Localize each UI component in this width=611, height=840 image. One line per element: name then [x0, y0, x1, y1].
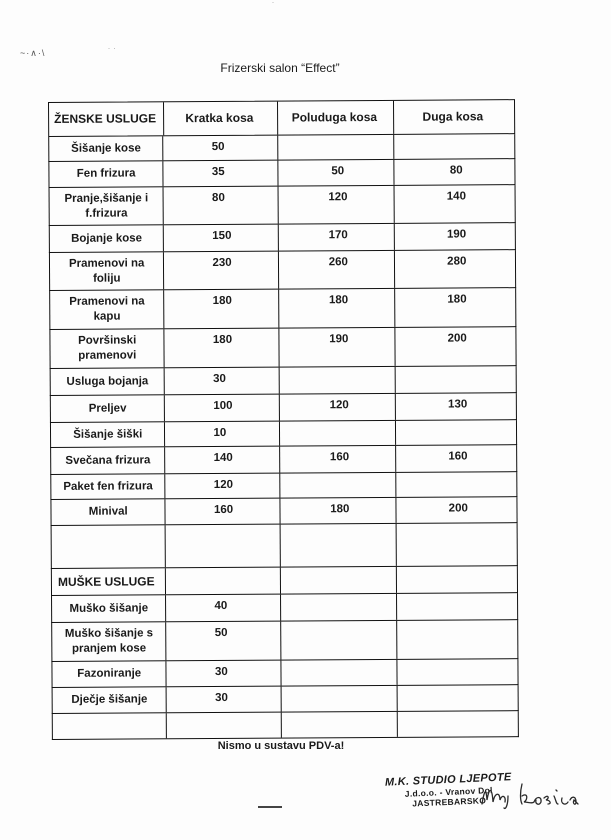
- short-hair-price-cell: 180: [165, 290, 280, 329]
- medium-hair-price-cell: 120: [280, 394, 396, 421]
- medium-hair-price-cell: [282, 660, 398, 686]
- blank-row: [52, 711, 519, 740]
- long-hair-price-cell: [396, 523, 517, 566]
- long-hair-price-cell: [397, 620, 518, 659]
- document-title: Frizerski salon “Effect”: [220, 61, 340, 75]
- table-row: [49, 250, 516, 291]
- service-name-cell: Šišanje kose: [49, 136, 164, 161]
- long-hair-price-cell: [396, 566, 517, 593]
- handwritten-signature: [478, 778, 588, 812]
- vat-note: Nismo u sustavu PDV-a!: [217, 740, 345, 752]
- scan-dash: [258, 806, 282, 808]
- table-row: [51, 659, 518, 688]
- service-name-cell: Dječje šišanje: [53, 687, 168, 713]
- service-name-cell: [53, 713, 168, 739]
- service-name-cell: Fazoniranje: [52, 661, 167, 687]
- long-hair-price-cell: [395, 366, 516, 393]
- table-row: [49, 185, 516, 226]
- table-row: [48, 159, 515, 188]
- table-row: [50, 472, 517, 500]
- table-row: [50, 366, 517, 396]
- service-name-cell: Muško šišanje s pranjem kose: [52, 622, 167, 661]
- table-header-row: [48, 99, 515, 137]
- long-hair-price-cell: 190: [446, 228, 467, 241]
- service-name-cell: Pramenovi na foliju: [50, 252, 165, 290]
- short-hair-price-cell: [166, 525, 281, 568]
- short-hair-price-cell: 120: [166, 474, 281, 499]
- medium-hair-price-cell: [280, 367, 396, 394]
- short-hair-price-cell: 160: [166, 499, 281, 525]
- stamp-line-company: M.K. STUDIO LJEPOTE: [384, 771, 512, 789]
- scan-speck: · ·: [108, 46, 117, 52]
- medium-hair-price-cell: 190: [279, 328, 395, 367]
- medium-hair-price-cell: [282, 686, 398, 712]
- short-hair-price-cell: 30: [165, 368, 280, 395]
- medium-hair-price-cell: 170: [279, 224, 395, 251]
- medium-hair-price-cell: 180: [279, 289, 395, 328]
- table-row: [51, 620, 518, 662]
- long-hair-price-cell: 200: [448, 502, 468, 515]
- long-hair-price-cell: 80: [449, 164, 463, 177]
- short-hair-price-cell: [167, 713, 282, 739]
- medium-hair-price-cell: [280, 473, 396, 498]
- long-hair-price-cell: 160: [448, 450, 468, 463]
- medium-hair-price-cell: [281, 567, 397, 594]
- service-name-cell: Paket fen frizura: [51, 474, 166, 499]
- section-title-cell: MUŠKE USLUGE: [52, 568, 167, 595]
- long-hair-price-cell: 280: [447, 255, 467, 268]
- long-hair-price-cell: 180: [447, 293, 467, 306]
- table-row: [51, 593, 518, 623]
- table-row: [49, 223, 516, 253]
- long-hair-price-cell: [396, 420, 517, 445]
- service-name-cell: Minival: [51, 499, 166, 525]
- table-row: [52, 685, 519, 714]
- short-hair-price-cell: 35: [164, 161, 279, 187]
- service-name-cell: Usluga bojanja: [51, 368, 166, 395]
- short-hair-price-cell: [166, 568, 281, 595]
- table-row: [50, 393, 517, 423]
- medium-hair-price-cell: 120: [279, 186, 395, 224]
- long-hair-price-cell: 200: [447, 332, 467, 345]
- short-hair-price-cell: 140: [166, 447, 281, 474]
- service-name-cell: [52, 525, 167, 568]
- short-hair-price-cell: 230: [164, 252, 279, 290]
- service-name-cell: Fen frizura: [49, 161, 164, 187]
- medium-hair-price-cell: 50: [278, 160, 394, 186]
- long-hair-price-cell: [397, 593, 518, 620]
- header-cell-long-hair: Duga kosa: [422, 109, 484, 124]
- service-name-cell: Šišanje šiški: [51, 422, 166, 447]
- service-name-cell: Preljev: [51, 395, 166, 422]
- table-row: [49, 288, 516, 330]
- short-hair-price-cell: 180: [165, 329, 280, 368]
- service-name-cell: Pramenovi na kapu: [50, 290, 165, 329]
- table-body: [48, 134, 519, 740]
- table-row: [48, 134, 515, 162]
- medium-hair-price-cell: [281, 621, 397, 660]
- medium-hair-price-cell: 260: [279, 251, 395, 289]
- short-hair-price-cell: 50: [167, 622, 282, 661]
- short-hair-price-cell: 10: [165, 422, 280, 447]
- medium-hair-price-cell: [280, 421, 396, 446]
- header-cell-medium-hair: Poluduga kosa: [278, 101, 394, 135]
- blank-row: [51, 523, 518, 569]
- medium-hair-price-cell: [282, 712, 398, 738]
- long-hair-price-cell: [397, 659, 518, 685]
- short-hair-price-cell: 100: [165, 395, 280, 422]
- long-hair-price-cell: [397, 685, 518, 711]
- short-hair-price-cell: 50: [164, 136, 279, 161]
- medium-hair-price-cell: [281, 524, 397, 567]
- service-name-cell: Muško šišanje: [52, 595, 167, 622]
- service-name-cell: Bojanje kose: [50, 225, 165, 252]
- table-row: [50, 420, 517, 448]
- long-hair-price-cell: [397, 711, 518, 737]
- table-row: [50, 497, 517, 526]
- scan-speck: ~·∧·\: [20, 48, 46, 58]
- long-hair-price-cell: [394, 134, 515, 159]
- scan-speck: ·: [272, 0, 275, 6]
- short-hair-price-cell: 30: [167, 661, 282, 687]
- short-hair-price-cell: 40: [166, 595, 281, 622]
- header-cell-services: ŽENSKE USLUGE: [49, 102, 164, 136]
- service-name-cell: Pranje,šišanje i f.frizura: [50, 187, 165, 225]
- table-row: [49, 327, 516, 369]
- table-row: [50, 445, 517, 475]
- medium-hair-price-cell: 160: [280, 446, 396, 473]
- service-name-cell: Površinski pramenovi: [50, 329, 165, 368]
- long-hair-price-cell: 130: [447, 398, 468, 411]
- price-table: [48, 99, 519, 740]
- medium-hair-price-cell: 180: [281, 498, 397, 524]
- header-cell-short-hair: Kratka kosa: [164, 102, 279, 136]
- stamp-line-address: J.d.o.o. - Vranov Dol: [404, 785, 493, 799]
- short-hair-price-cell: 30: [167, 687, 282, 713]
- long-hair-price-cell: 140: [446, 190, 466, 203]
- service-name-cell: Svečana frizura: [51, 447, 166, 474]
- short-hair-price-cell: 150: [164, 225, 279, 252]
- stamp-line-city: JASTREBARSKO: [412, 795, 487, 809]
- medium-hair-price-cell: [278, 135, 394, 160]
- long-hair-price-cell: [396, 472, 517, 497]
- short-hair-price-cell: 80: [164, 187, 279, 225]
- medium-hair-price-cell: [281, 594, 397, 621]
- section-header-row: [51, 566, 518, 596]
